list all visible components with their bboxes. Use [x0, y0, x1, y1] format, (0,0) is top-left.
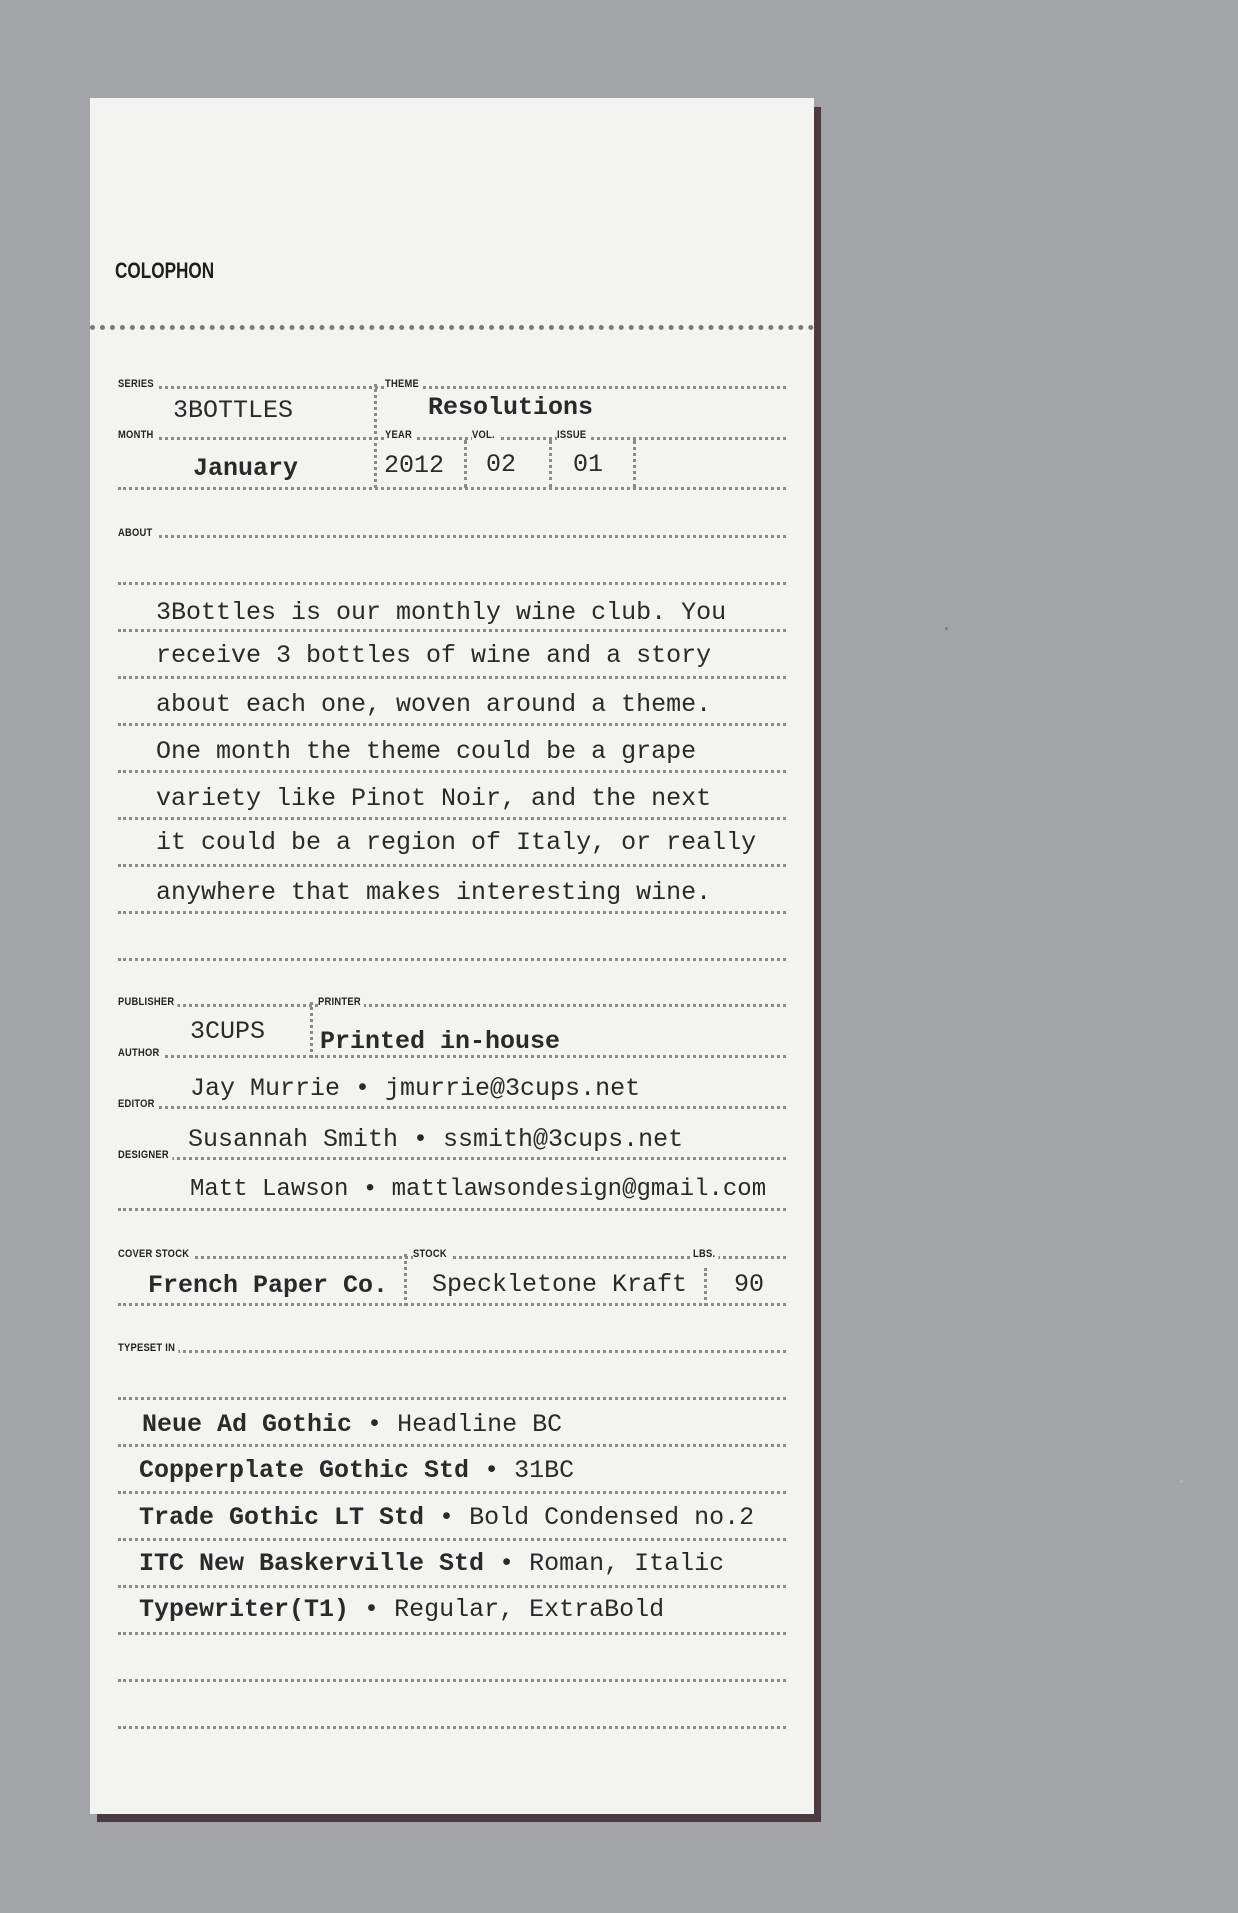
rule [118, 487, 786, 490]
typeface-item: Neue Ad Gothic • Headline BC [142, 1410, 563, 1439]
author-value: Jay Murrie • jmurrie@3cups.net [190, 1074, 641, 1103]
rule [118, 1538, 786, 1541]
typeface-name: Neue Ad Gothic [142, 1410, 353, 1439]
month-value: January [193, 454, 299, 483]
label-typeset-in: TYPESET IN [118, 1342, 179, 1354]
printer-value: Printed in-house [320, 1027, 561, 1056]
about-line: receive 3 bottles of wine and a story [156, 641, 712, 670]
rule [118, 770, 786, 773]
rule [118, 629, 786, 632]
rule [118, 535, 786, 538]
typeface-item: ITC New Baskerville Std • Roman, Italic [139, 1549, 725, 1578]
designer-value: Matt Lawson • mattlawsondesign@gmail.com [190, 1176, 767, 1203]
rule [118, 817, 786, 820]
rule [118, 1397, 786, 1400]
label-author: AUTHOR [118, 1047, 163, 1059]
series-value: 3BOTTLES [173, 396, 294, 425]
rule [118, 1585, 786, 1588]
label-printer: PRINTER [318, 996, 364, 1008]
stock-value: Speckletone Kraft [432, 1270, 688, 1299]
label-lbs: LBS. [693, 1248, 719, 1260]
typeface-item: Copperplate Gothic Std • 31BC [139, 1456, 575, 1485]
rule [118, 1303, 786, 1306]
rule [118, 1726, 786, 1729]
rule [118, 911, 786, 914]
rule [118, 864, 786, 867]
page-title: COLOPHON [115, 258, 215, 283]
colophon-card [90, 98, 814, 1814]
rule [118, 437, 786, 440]
rule [118, 1632, 786, 1635]
typeface-style: Bold Condensed no.2 [469, 1503, 755, 1532]
label-designer: DESIGNER [118, 1149, 172, 1161]
label-issue: ISSUE [557, 429, 590, 441]
about-line: variety like Pinot Noir, and the next [156, 784, 712, 813]
column-divider [704, 1268, 707, 1306]
typeface-style: Headline BC [397, 1410, 563, 1439]
paper-speck [945, 627, 948, 630]
year-value: 2012 [384, 451, 445, 480]
rule [118, 1004, 786, 1007]
label-year: YEAR [385, 429, 415, 441]
typeface-name: ITC New Baskerville Std [139, 1549, 485, 1578]
divider [90, 325, 814, 330]
rule [118, 1055, 786, 1058]
rule [118, 1679, 786, 1682]
label-publisher: PUBLISHER [118, 996, 178, 1008]
column-divider [374, 384, 377, 488]
label-month: MONTH [118, 429, 157, 441]
rule [118, 676, 786, 679]
typeface-name: Trade Gothic LT Std [139, 1503, 425, 1532]
rule [118, 1491, 786, 1494]
column-divider [549, 440, 552, 488]
typeface-item: Typewriter(T1) • Regular, ExtraBold [139, 1595, 665, 1624]
typeface-name: Typewriter(T1) [139, 1595, 350, 1624]
about-line: it could be a region of Italy, or really [156, 828, 757, 857]
typeface-style: Regular, ExtraBold [394, 1595, 665, 1624]
label-cover-stock: COVER STOCK [118, 1248, 193, 1260]
typeface-style: Roman, Italic [529, 1549, 725, 1578]
typeface-name: Copperplate Gothic Std [139, 1456, 470, 1485]
label-series: SERIES [118, 378, 157, 390]
about-line: One month the theme could be a grape [156, 737, 697, 766]
label-vol: VOL. [472, 429, 498, 441]
vol-value: 02 [486, 450, 517, 479]
lbs-value: 90 [734, 1270, 765, 1299]
rule [118, 386, 786, 389]
column-divider [633, 440, 636, 488]
typeface-style: 31BC [514, 1456, 575, 1485]
editor-value: Susannah Smith • ssmith@3cups.net [188, 1125, 684, 1154]
rule [118, 1256, 786, 1259]
rule [118, 723, 786, 726]
cover-stock-value: French Paper Co. [148, 1271, 389, 1300]
rule [118, 1106, 786, 1109]
label-stock: STOCK [413, 1248, 450, 1260]
column-divider [464, 440, 467, 488]
rule [118, 1208, 786, 1211]
about-line: 3Bottles is our monthly wine club. You [156, 598, 727, 627]
column-divider [310, 1002, 313, 1058]
label-about: ABOUT [118, 527, 156, 539]
publisher-value: 3CUPS [190, 1017, 266, 1046]
rule [118, 1444, 786, 1447]
issue-value: 01 [573, 450, 604, 479]
rule [118, 1350, 786, 1353]
about-line: about each one, woven around a theme. [156, 690, 712, 719]
rule [118, 958, 786, 961]
rule [118, 1157, 786, 1160]
theme-value: Resolutions [428, 393, 594, 422]
about-line: anywhere that makes interesting wine. [156, 878, 712, 907]
column-divider [404, 1254, 407, 1306]
rule [118, 582, 786, 585]
paper-speck [1180, 1480, 1183, 1483]
label-editor: EDITOR [118, 1098, 158, 1110]
typeface-item: Trade Gothic LT Std • Bold Condensed no.2 [139, 1503, 755, 1532]
label-theme: THEME [385, 378, 422, 390]
